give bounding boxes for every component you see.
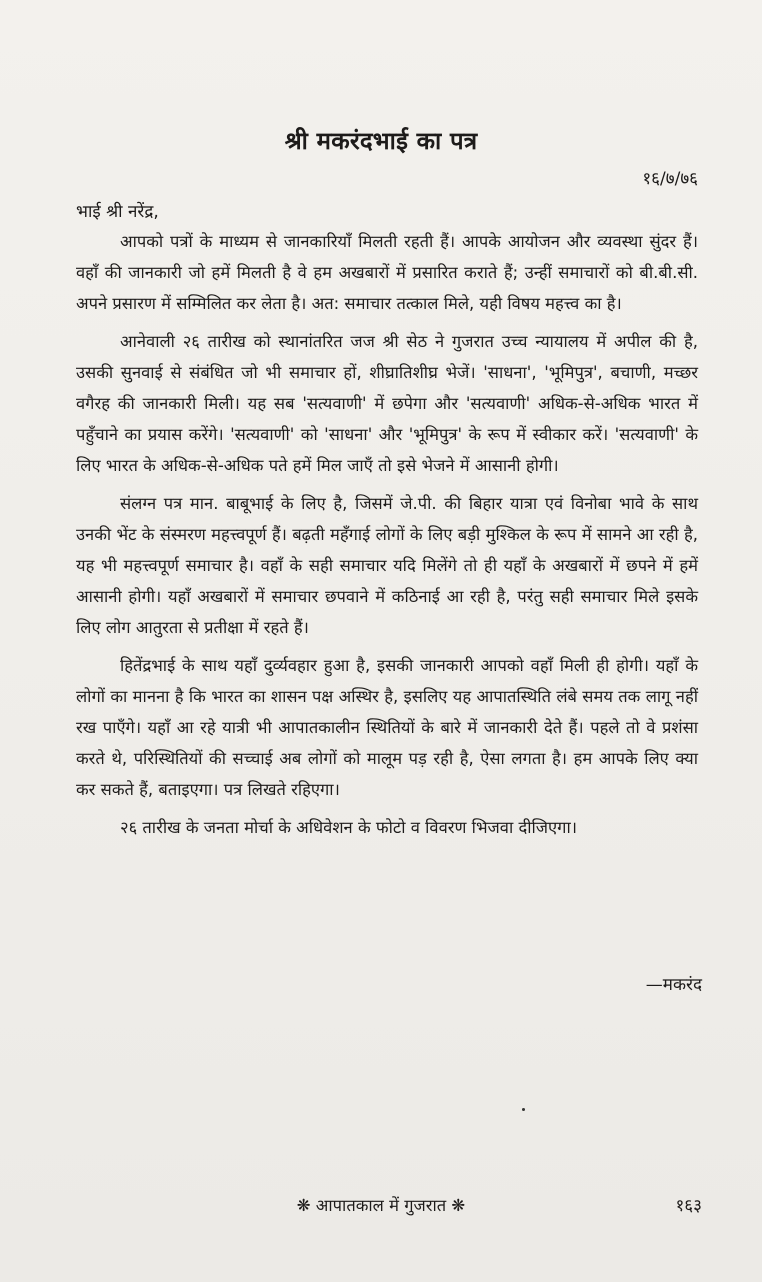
letter-salutation: भाई श्री नरेंद्र, [76, 202, 159, 222]
print-speck [522, 1108, 525, 1111]
page-number: १६३ [675, 1196, 702, 1216]
paragraph-1: आपको पत्रों के माध्यम से जानकारियाँ मिलती रहती हैं। आपके आयोजन और व्यवस्था सुंदर हैं। वहाँ की जानकारी जो हमें मिलती है वे हम अखबारों में प्रसारित कराते हैं; उन्हीं समाचारों को बी.बी.सी. अपने प्रसारण में सम्मिलित कर लेता है। अत: समाचार तत्काल मिले, यही विषय महत्त्व का है। [76, 232, 698, 314]
running-footer: ❋ आपातकाल में गुजरात ❋ [296, 1196, 466, 1215]
letter-date: १६/७/७६ [642, 169, 698, 189]
paragraph-4: हितेंद्रभाई के साथ यहाँ दुर्व्यवहार हुआ है, इसकी जानकारी आपको वहाँ मिली ही होगी। यहाँ के लोगों का मानना है कि भारत का शासन पक्ष अस्थिर है, इसलिए यह आपातस्थिति लंबे समय तक लागू नहीं रख पाएँगे। यहाँ आ रहे यात्री भी आपातकालीन स्थितियों के बारे में जानकारी देते हैं। पहले तो वे प्रशंसा करते थे, परिस्थितियों की सच्चाई अब लोगों को मालूम पड़ रही है, ऐसा लगता है। हम आपके लिए क्या कर सकते हैं, बताइएगा। पत्र लिखते रहिएगा। [76, 655, 698, 800]
paragraph-2: आनेवाली २६ तारीख को स्थानांतरित जज श्री सेठ ने गुजरात उच्च न्यायालय में अपील की है, उसकी सुनवाई से संबंधित जो भी समाचार हों, शीघ्रातिशीघ्र भेजें। 'साधना', 'भूमिपुत्र', बचाणी, मच्छर वगैरह की जानकारी मिली। यह सब 'सत्यवाणी' में छपेगा और 'सत्यवाणी' अधिक-से-अधिक भारत में पहुँचाने का प्रयास करेंगे। 'सत्यवाणी' को 'साधना' और 'भूमिपुत्र' के रूप में स्वीकार करें। 'सत्यवाणी' के लिए भारत के अधिक-से-अधिक पते हमें मिल जाएँ तो इसे भेजने में आसानी होगी। [76, 331, 698, 476]
paragraph-5: २६ तारीख के जनता मोर्चा के अधिवेशन के फोटो व विवरण भिजवा दीजिएगा। [120, 817, 577, 837]
letter-body [76, 226, 698, 849]
letter-title: श्री मकरंदभाई का पत्र [284, 127, 478, 155]
paragraph-3: संलग्न पत्र मान. बाबूभाई के लिए है, जिसमें जे.पी. की बिहार यात्रा एवं विनोबा भावे के साथ उनकी भेंट के संस्मरण महत्त्वपूर्ण हैं। बढ़ती महँगाई लोगों के लिए बड़ी मुश्किल के रूप में सामने आ रही है, यह भी महत्त्वपूर्ण समाचार है। वहाँ के सही समाचार यदि मिलेंगे तो ही यहाँ के अखबारों में छपने में हमें आसानी होगी। यहाँ अखबारों में समाचार छपवाने में कठिनाई आ रही है, परंतु सही समाचार मिले इसके लिए लोग आतुरता से प्रतीक्षा में रहते हैं। [76, 493, 698, 638]
letter-signature: —मकरंद [645, 975, 702, 995]
